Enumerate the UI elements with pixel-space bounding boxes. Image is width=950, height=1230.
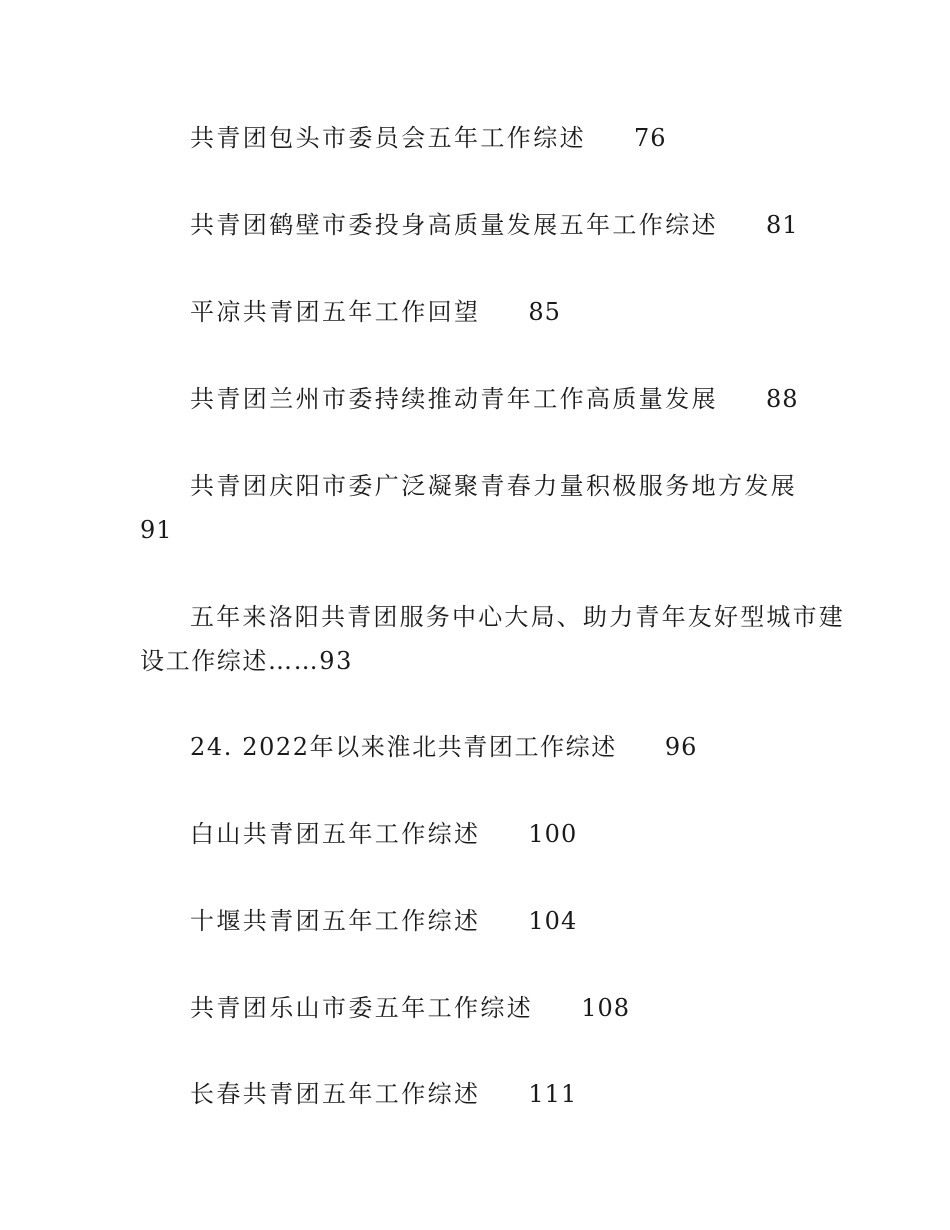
toc-entry-page: 96 (664, 733, 698, 761)
toc-entry-title: 24. 2022年以来淮北共青团工作综述 (190, 733, 617, 761)
toc-entry-page: 111 (528, 1080, 578, 1108)
toc-entry-page: 104 (528, 907, 578, 935)
toc-entry (190, 211, 799, 239)
toc-entry-title: 平凉共青团五年工作回望 (190, 298, 481, 326)
toc-entry (190, 1080, 577, 1108)
toc-entry-page: 108 (581, 994, 631, 1022)
toc-entry-page: 91 (140, 516, 173, 544)
toc-entry-title: 五年来洛阳共青团服务中心大局、助力青年友好型城市建 (190, 603, 845, 631)
toc-entry (190, 733, 697, 761)
toc-entry (190, 298, 561, 326)
toc-entry-title: 共青团乐山市委五年工作综述 (190, 994, 534, 1022)
toc-entry (190, 385, 799, 413)
toc-entry-title: 十堰共青团五年工作综述 (190, 907, 481, 935)
toc-entry (190, 994, 630, 1022)
toc-entry (190, 124, 667, 152)
toc-entry (190, 907, 577, 935)
toc-entry-page: 88 (766, 385, 799, 413)
toc-entry-title: 共青团兰州市委持续推动青年工作高质量发展 (190, 385, 718, 413)
toc-entry-title: 白山共青团五年工作综述 (190, 820, 481, 848)
toc-entry (190, 820, 577, 848)
toc-entry-page: 100 (528, 820, 578, 848)
toc-entry-title-continued: 设工作综述……93 (140, 647, 353, 675)
toc-entry-page: 76 (634, 124, 667, 152)
toc-entry-page: 81 (766, 211, 799, 239)
toc-entry-title: 共青团鹤壁市委投身高质量发展五年工作综述 (190, 211, 718, 239)
toc-entry-title: 共青团包头市委员会五年工作综述 (190, 124, 586, 152)
toc-entry-title: 长春共青团五年工作综述 (190, 1080, 481, 1108)
toc-entry-page: 85 (528, 298, 561, 326)
toc-entry-title: 共青团庆阳市委广泛凝聚青春力量积极服务地方发展 (190, 472, 798, 500)
